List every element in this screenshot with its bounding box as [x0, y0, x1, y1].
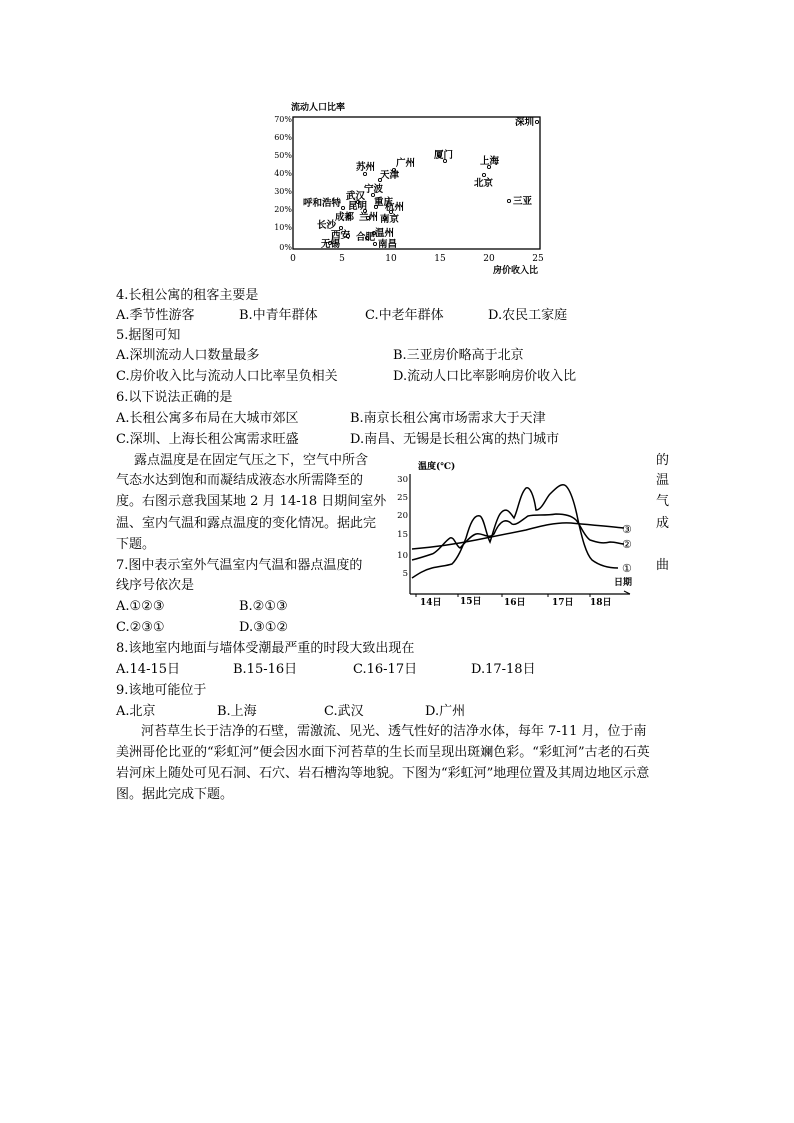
- scatter-xtick: 25: [532, 254, 544, 264]
- scatter-ytick: 60%: [274, 133, 292, 142]
- q4-option-c: C.中老年群体: [365, 308, 444, 323]
- city-label: 天津: [380, 170, 400, 181]
- q8-option-d: D.17-18日: [471, 662, 536, 677]
- q7-option-a: A.①②③: [116, 599, 165, 614]
- q7-stem-end: 曲: [656, 558, 670, 573]
- scatter-ytick: 70%: [274, 115, 292, 124]
- temp-curve-1: [412, 485, 618, 578]
- city-label: 西安: [331, 230, 351, 241]
- temp-ytick: 15: [397, 530, 408, 540]
- temp-series-label-3: ③: [622, 523, 632, 536]
- q9-option-d: D.广州: [425, 704, 466, 719]
- scatter-point: [482, 173, 485, 176]
- q7-stem: 7.图中表示室外气温室内气温和器点温度的: [116, 558, 363, 573]
- city-label: 武汉: [346, 191, 366, 202]
- city-label: 长沙: [317, 220, 337, 231]
- q4-stem: 4.长租公寓的租客主要是: [116, 288, 259, 303]
- temp-xtick: 18日: [590, 598, 612, 608]
- intro2-line3-end: 气: [656, 494, 670, 509]
- temp-ytick: 25: [397, 493, 408, 503]
- scatter-xtick: 20: [483, 254, 495, 264]
- intro2-line4-end: 成: [656, 516, 670, 531]
- city-label: 昆明: [348, 201, 368, 212]
- intro3-line3: 岩河床上随处可见石洞、石穴、岩石槽沟等地貌。下图为“彩虹河”地理位置及其周边地区示意: [116, 766, 650, 781]
- scatter-x-label: 房价收入比: [493, 266, 539, 276]
- city-label: 无锡: [321, 239, 341, 250]
- temp-y-label: 温度(℃): [418, 462, 456, 472]
- q4-option-d: D.农民工家庭: [488, 308, 568, 323]
- temp-series-label-2: ②: [622, 538, 632, 551]
- city-label: 杭州: [385, 202, 405, 213]
- intro2-line1-end: 的: [656, 453, 670, 468]
- scatter-ytick: 30%: [274, 187, 292, 196]
- city-label: 宁波: [364, 184, 384, 195]
- temp-series-label-1: ①: [622, 562, 632, 575]
- q6-option-b: B.南京长租公寓市场需求大于天津: [350, 411, 546, 426]
- city-label: 上海: [480, 156, 500, 167]
- city-label: 厦门: [434, 150, 454, 161]
- scatter-xtick: 0: [290, 254, 296, 264]
- temp-ytick: 5: [402, 569, 408, 579]
- q7-option-b: B.②①③: [239, 599, 288, 614]
- city-label: 合肥: [356, 232, 376, 243]
- temp-xtick: 16日: [504, 598, 526, 608]
- city-label: 深圳: [515, 117, 535, 128]
- q5-option-d: D.流动人口比率影响房价收入比: [393, 369, 577, 384]
- city-label: 呼和浩特: [303, 198, 342, 209]
- scatter-xtick: 10: [385, 254, 397, 264]
- q7-option-c: C.②③①: [116, 620, 165, 635]
- intro2-line3: 度。右图示意我国某地 2 月 14-18 日期间室外: [116, 494, 387, 509]
- intro2-line2-end: 温: [656, 473, 670, 488]
- city-label: 温州: [375, 228, 395, 239]
- city-label: 重庆: [374, 197, 394, 208]
- scatter-y-label: 流动人口比率: [291, 103, 346, 113]
- intro2-line1: 露点温度是在固定气压之下，空气中所含: [134, 453, 369, 468]
- scatter-ytick: 10%: [274, 223, 292, 232]
- q5-option-c: C.房价收入比与流动人口比率呈负相关: [116, 369, 338, 384]
- temp-ytick: 20: [397, 511, 408, 521]
- temp-ytick: 30: [397, 475, 408, 485]
- temperature-chart: [396, 458, 638, 610]
- q9-option-c: C.武汉: [324, 704, 364, 719]
- scatter-ytick: 0%: [279, 243, 292, 252]
- city-label: 三亚: [513, 196, 533, 207]
- temp-ytick: 10: [397, 551, 408, 561]
- city-label: 成都: [335, 212, 355, 223]
- city-label: 苏州: [356, 162, 376, 173]
- q4-option-b: B.中青年群体: [239, 308, 318, 323]
- scatter-point: [535, 120, 538, 123]
- scatter-xtick: 5: [339, 254, 345, 264]
- scatter-point: [341, 206, 344, 209]
- q5-stem: 5.据图可知: [116, 328, 181, 343]
- intro3-line1: 河苔草生长于洁净的石壁，需激流、见光、透气性好的洁净水体，每年 7-11 月，位于南: [141, 724, 647, 739]
- q6-option-a: A.长租公寓多布局在大城市郊区: [116, 411, 299, 426]
- q9-option-b: B.上海: [217, 704, 257, 719]
- scatter-ytick: 50%: [274, 151, 292, 160]
- q6-option-c: C.深圳、上海长租公寓需求旺盛: [116, 432, 299, 447]
- q9-stem: 9.该地可能位于: [116, 683, 207, 698]
- city-label: 南昌: [378, 239, 398, 250]
- scatter-ytick: 40%: [274, 169, 292, 178]
- temp-xtick: 17日: [552, 598, 574, 608]
- scatter-chart: [274, 100, 555, 278]
- q4-option-a: A.季节性游客: [116, 308, 195, 323]
- q5-option-a: A.深圳流动人口数量最多: [116, 348, 260, 363]
- intro3-line4: 图。据此完成下题。: [116, 787, 234, 802]
- scatter-point: [507, 199, 510, 202]
- intro3-line2: 美洲哥伦比亚的“彩虹河”便会因水面下河苔草的生长而呈现出斑斓色彩。“彩虹河”古老的石英: [116, 745, 650, 760]
- intro2-line4: 温、室内气温和露点温度的变化情况。据此完: [116, 516, 377, 531]
- q7-stem-cont: 线序号依次是: [116, 578, 195, 593]
- q8-option-a: A.14-15日: [116, 662, 180, 677]
- intro2-line2: 气态水达到饱和而凝结成液态水所需降至的: [116, 473, 364, 488]
- q5-option-b: B.三亚房价略高于北京: [393, 348, 524, 363]
- city-label: 北京: [474, 178, 494, 189]
- scatter-xtick: 15: [434, 254, 446, 264]
- temp-xtick: 15日: [460, 597, 482, 607]
- q8-stem: 8.该地室内地面与墙体受潮最严重的时段大致出现在: [116, 641, 415, 656]
- city-label: 南京: [380, 214, 400, 225]
- scatter-ytick: 20%: [274, 205, 292, 214]
- q6-option-d: D.南昌、无锡是长租公寓的热门城市: [350, 432, 560, 447]
- q7-option-d: D.③①②: [239, 620, 289, 635]
- q8-option-c: C.16-17日: [353, 662, 418, 677]
- temp-x-label: 日期: [614, 578, 633, 588]
- temp-curve-2: [412, 514, 624, 560]
- city-label: 广州: [396, 158, 416, 169]
- city-label: 兰州: [359, 212, 379, 223]
- temp-curve-3: [412, 523, 624, 549]
- intro2-line5: 下题。: [116, 537, 156, 552]
- temp-xtick: 14日: [420, 598, 442, 608]
- q9-option-a: A.北京: [116, 704, 156, 719]
- q8-option-b: B.15-16日: [233, 662, 298, 677]
- q6-stem: 6.以下说法正确的是: [116, 390, 233, 405]
